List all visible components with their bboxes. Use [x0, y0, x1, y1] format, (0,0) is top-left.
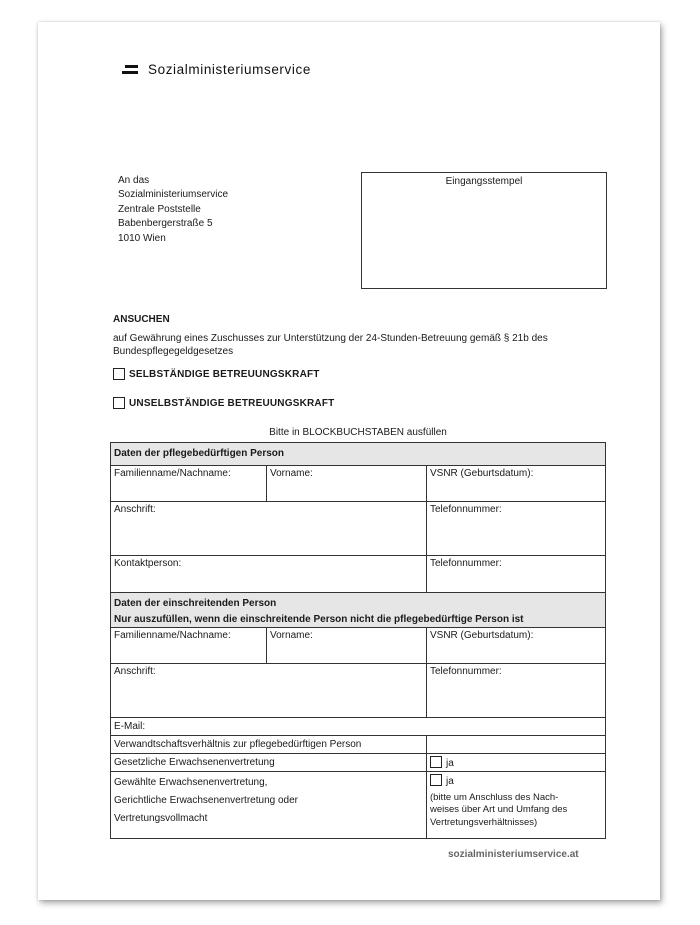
field-label: Gewählte Erwachsenenvertretung,	[114, 777, 268, 788]
form-intro: auf Gewährung eines Zuschusses zur Unterstützung der 24-Stunden-Betreuung gemäß § 21b des Bundespflegegeldgesetzes	[113, 333, 548, 357]
field-label: E-Mail:	[114, 721, 146, 732]
option-label: UNSELBSTÄNDIGE BETREUUNGSKRAFT	[129, 397, 335, 409]
address-line: Zentrale Poststelle	[118, 203, 201, 215]
option-label: SELBSTÄNDIGE BETREUUNGSKRAFT	[129, 368, 320, 380]
option-unselbstaendig[interactable]	[113, 397, 334, 409]
section2-subtitle: Nur auszufüllen, wenn die einschreitende Person nicht die pflegebedürftige Person ist	[114, 614, 524, 625]
address-line: 1010 Wien	[118, 232, 166, 244]
field-label: Vertretungsvollmacht	[114, 813, 208, 824]
checkbox-label: ja	[446, 758, 454, 769]
chosen-rep-option[interactable]	[426, 772, 605, 838]
address-line: Babenbergerstraße 5	[118, 218, 213, 230]
form-page	[38, 22, 660, 900]
field-chosen-rep	[111, 772, 426, 838]
field-label: Gerichtliche Erwachsenenvertretung oder	[114, 795, 298, 806]
field-relation	[111, 736, 426, 753]
checkbox-legal-rep-yes[interactable]	[430, 756, 442, 768]
field-email[interactable]	[111, 718, 605, 735]
address-line: An das	[118, 175, 150, 186]
field-surname[interactable]	[111, 466, 266, 501]
field-relation-value[interactable]	[426, 736, 605, 753]
field-phone[interactable]	[426, 502, 605, 555]
logo-icon	[122, 65, 138, 75]
checkbox-selbstaendig[interactable]	[113, 368, 125, 380]
field-label: Telefonnummer:	[430, 666, 502, 677]
field-vsnr[interactable]	[426, 466, 605, 501]
field-label: Kontaktperson:	[114, 558, 182, 569]
field-contact[interactable]	[111, 556, 426, 592]
section1-title: Daten der pflegebedürftigen Person	[114, 448, 285, 459]
field-vsnr[interactable]	[426, 628, 605, 663]
chosen-rep-note: (bitte um Anschluss des Nach-	[430, 791, 559, 803]
field-address[interactable]	[111, 502, 426, 555]
logo	[122, 62, 311, 77]
fill-instruction: Bitte in BLOCKBUCHSTABEN ausfüllen	[269, 427, 447, 438]
chosen-rep-note: Vertretungsverhältnisses)	[430, 816, 538, 828]
option-selbstaendig[interactable]	[113, 368, 320, 380]
logo-text: Sozialministeriumservice	[148, 62, 311, 77]
checkbox-unselbstaendig[interactable]	[113, 397, 125, 409]
form-heading: ANSUCHEN	[113, 314, 170, 325]
legal-rep-option[interactable]	[426, 754, 605, 771]
field-label: Telefonnummer:	[430, 504, 502, 515]
table-row	[110, 502, 606, 556]
field-label: Gesetzliche Erwachsenenvertretung	[114, 757, 275, 768]
table-row	[110, 772, 606, 839]
field-label: Anschrift:	[114, 666, 156, 677]
field-phone[interactable]	[426, 664, 605, 717]
field-label: Anschrift:	[114, 504, 156, 515]
field-label: VSNR (Geburtsdatum):	[430, 630, 534, 641]
field-label: Vorname:	[270, 468, 313, 479]
field-contact-phone[interactable]	[426, 556, 605, 592]
field-address[interactable]	[111, 664, 426, 717]
field-firstname[interactable]	[266, 628, 426, 663]
field-label: Vorname:	[270, 630, 313, 641]
field-surname[interactable]	[111, 628, 266, 663]
stamp-box	[361, 172, 607, 289]
table-row	[110, 736, 606, 754]
field-label: Verwandtschaftsverhältnis zur pflegebedürftigen Person	[114, 739, 362, 750]
table-row	[110, 664, 606, 718]
table-row	[110, 628, 606, 664]
table-row	[110, 556, 606, 593]
field-label: Familienname/Nachname:	[114, 468, 231, 479]
field-firstname[interactable]	[266, 466, 426, 501]
chosen-rep-note: weises über Art und Umfang des	[430, 804, 568, 815]
field-label: Familienname/Nachname:	[114, 630, 231, 641]
checkbox-chosen-rep-yes[interactable]	[430, 774, 442, 786]
recipient-address	[118, 174, 228, 246]
section2-titles	[111, 593, 605, 627]
table-row	[110, 466, 606, 502]
field-legal-rep	[111, 754, 426, 771]
section2-header	[110, 593, 606, 628]
section2-title: Daten der einschreitenden Person	[114, 598, 277, 609]
footer-url: sozialministeriumservice.at	[448, 849, 579, 860]
address-line: Sozialministeriumservice	[118, 189, 229, 201]
stamp-label: Eingangsstempel	[445, 176, 523, 187]
table-row	[110, 754, 606, 772]
field-label: Telefonnummer:	[430, 558, 502, 569]
field-label: VSNR (Geburtsdatum):	[430, 468, 534, 479]
checkbox-label: ja	[446, 776, 454, 787]
table-row	[110, 718, 606, 736]
section1-header	[110, 442, 606, 466]
